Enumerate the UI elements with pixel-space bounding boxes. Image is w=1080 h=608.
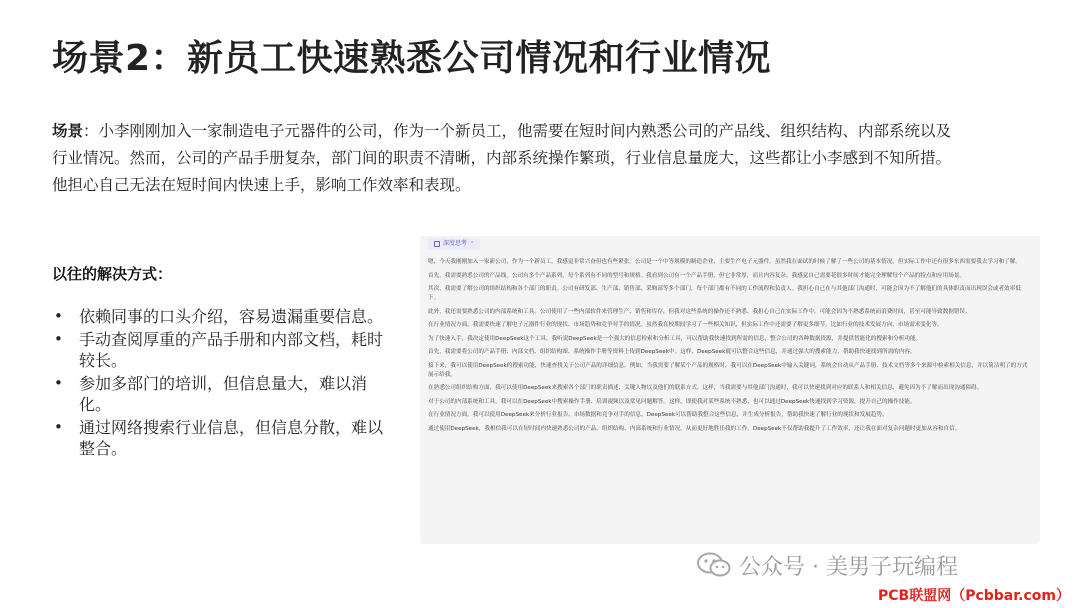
source-footer: PCB联盟网（Pcbbar.com） — [878, 588, 1070, 604]
thinking-paragraph: 在行业情况方面，我需要快速了解电子元器件行业的现状、市场趋势和竞争对手的情况。虽然我在校期间学习了一些相关知识，但实际工作中还需要了解更多细节，比如行业的技术发展方向、市场需求变化等。 — [428, 322, 943, 328]
watermark-text: 公众号 · 美男子玩编程 — [739, 554, 958, 580]
thinking-content — [428, 258, 1032, 438]
thinking-paragraph: 嗯，今天我刚刚加入一家新公司，作为一个新员工，我感觉非常兴奋但也有些紧张。公司是一个中等规模的制造企业，主要生产电子元器件。虽然我在面试的时候了解了一些公司的基本情况，但实际工作中还有很多东西需要我去学习和了解。 — [428, 259, 1021, 265]
deep-thinking-toggle[interactable] — [428, 238, 480, 250]
thinking-paragraph: 在熟悉公司组织结构方面，我可以使用DeepSeek来搜索各个部门的职责描述、关键人物以及他们的联系方式。这样，当我需要与其他部门沟通时，我可以快速找到对应的联系人和相关信息，避免因为不了解而出现沟通障碍。 — [428, 385, 983, 391]
scene-text: ：小李刚刚加入一家制造电子元器件的公司，作为一个新员工，他需要在短时间内熟悉公司的产品线、组织结构、内部系统以及行业情况。然而，公司的产品手册复杂，部门间的职责不清晰，内部系统操作繁琐，行业信息量庞大，这些都让小李感到不知所措。他担心自己无法在短时间内快速上手，影响工作效率和表现。 — [52, 122, 952, 194]
chevron-up-icon: ⌃ — [470, 241, 475, 247]
list-item: • 手动查阅厚重的产品手册和内部文档，耗时较长。 — [52, 329, 392, 371]
slide-title: 场景2：新员工快速熟悉公司情况和行业情况 — [52, 38, 772, 79]
list-item: • 参加多部门的培训，但信息量大，难以消化。 — [52, 373, 392, 415]
thinking-paragraph: 首先，我需要将公司的产品手册、内部文档、组织结构图、系统操作手册等资料上传到DeepSeek中。这样，DeepSeek就可以整合这些信息，并通过强大的搜索能力，帮助我快速找到所需的内容。 — [428, 349, 916, 355]
thinking-paragraph: 通过使用DeepSeek，我相信我可以在短时间内快速熟悉公司的产品、组织结构、内部系统和行业情况，从而更好地胜任我的工作。DeepSeek不仅帮助我提升了工作效率，还让我在面对复杂问题时更加从容和自信。 — [428, 425, 961, 432]
thinking-paragraph: 此外，我还需要熟悉公司的内部系统和工具。公司使用了一些内部软件来管理生产、销售和库存，但我对这些系统的操作还不熟悉。我担心自己在实际工作中，可能会因为不熟悉系统而浪费时间，甚至可能导致数据错误。 — [428, 308, 971, 315]
past-solutions-list — [52, 306, 392, 461]
deep-thinking-label: 深度思考 — [443, 240, 468, 247]
scene-description — [52, 118, 952, 199]
thinking-paragraph: 其次，我需要了解公司的组织结构和各个部门的职责。公司有研发部、生产部、销售部、采购部等多个部门，每个部门都有不同的工作流程和负责人。我担心自己在与其他部门沟通时，可能会因为不了解他们的具体职责而出现误会或者效率低下。 — [428, 286, 1021, 301]
past-solutions-title: 以往的解决方式： — [52, 265, 173, 283]
thinking-paragraph: 为了快速入手，我决定使用DeepSeek这个工具。我听说DeepSeek是一个强大的信息检索和分析工具，可以帮助我快速找到所需的信息，整合公司的各种数据资源，并提供智能化的搜索和分析功能。 — [428, 335, 922, 342]
thinking-paragraph: 接下来，我可以使用DeepSeek的搜索功能，快速查找关于公司产品的详细信息。例如，当我需要了解某个产品的规格时，我可以在DeepSeek中输入关键词，系统会自动从产品手册、技术文档等多个来源中检索相关信息，并以简洁明了的方式展示给我。 — [428, 362, 1028, 378]
list-item: • 依赖同事的口头介绍，容易遗漏重要信息。 — [52, 306, 392, 327]
thinking-paragraph: 对于公司的内部系统和工具，我可以在DeepSeek中搜索操作手册、培训视频以及常见问题解答。这样，即使我对某些系统不熟悉，也可以通过DeepSeek快速找到学习资源，提升自己的操作技能。 — [428, 398, 916, 405]
thinking-paragraph: 在行业情况方面，我可以使用DeepSeek来分析行业报告、市场数据和竞争对手的信息。DeepSeek可以帮助我整合这些信息，并生成分析报告，帮助我快速了解行业的现状和发展趋势。 — [428, 412, 888, 418]
thinking-paragraph: 首先，我需要熟悉公司的产品线。公司有多个产品系列，每个系列有不同的型号和规格。我看到公司有一个产品手册，但它非常厚，而且内容复杂，我感觉自己需要花很多时间才能完全理解每个产品的特点和应用场景。 — [428, 272, 966, 279]
list-item: • 通过网络搜索行业信息，但信息分散，难以整合。 — [52, 417, 392, 459]
scene-label: 场景 — [52, 122, 84, 140]
wechat-icon — [697, 552, 731, 578]
deep-thinking-panel — [420, 236, 1040, 544]
wechat-watermark — [697, 551, 958, 579]
thinking-icon — [434, 241, 440, 247]
